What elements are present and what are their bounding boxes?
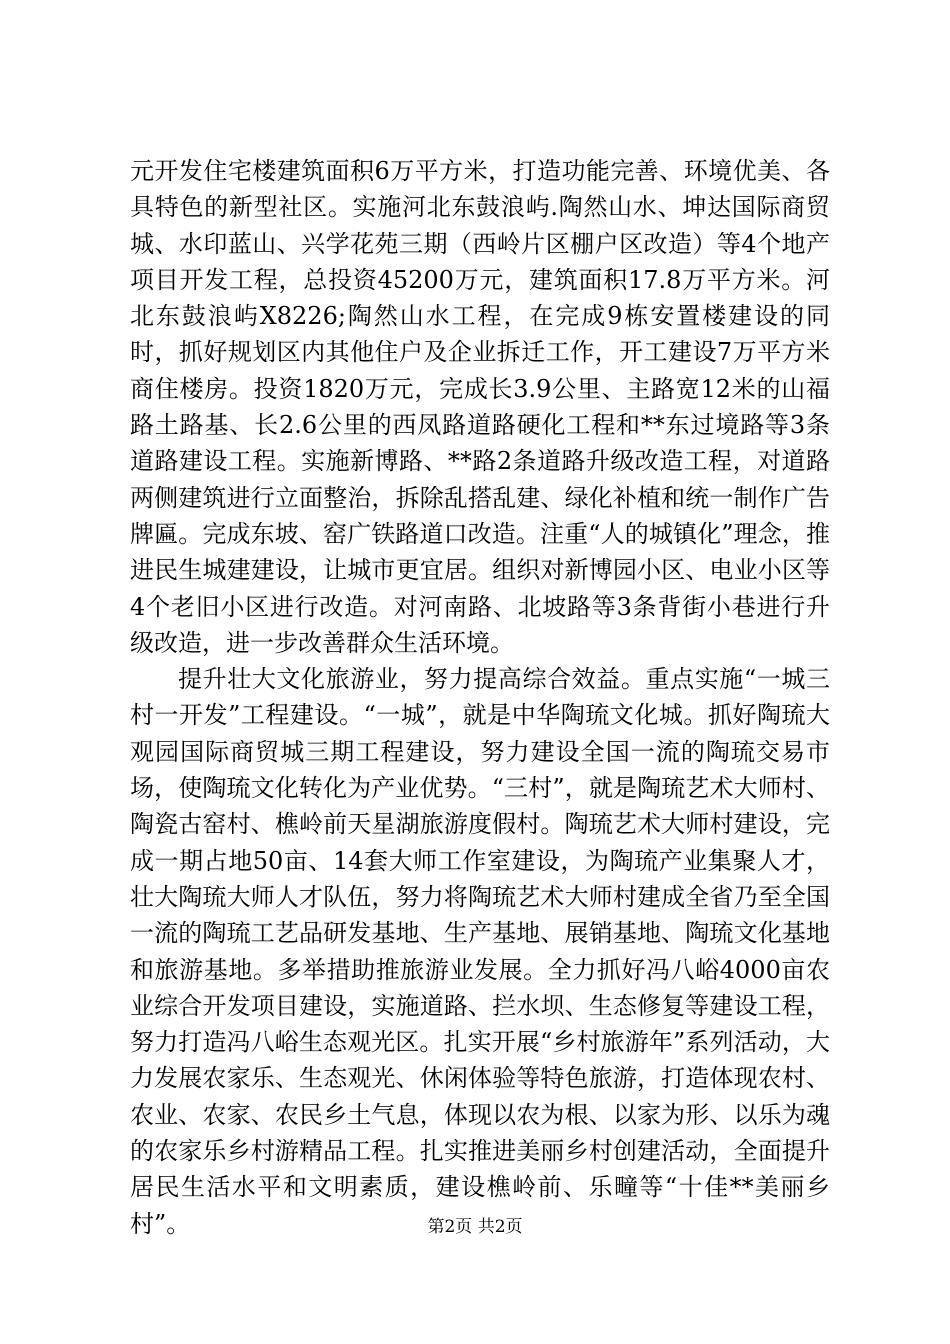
page-footer: [0, 1216, 950, 1238]
paragraph-culture-tourism: 提升壮大文化旅游业，努力提高综合效益。重点实施“一城三村一开发”工程建设。“一城”，就是中华陶琉文化城。抓好陶琉大观园国际商贸城三期工程建设，努力建设全国一流的陶琉交易市场，使陶琉文化转化为产业优势。“三村”，就是陶琉艺术大师村、陶瓷古窑村、樵岭前天星湖旅游度假村。陶琉艺术大师村建设，完成一期占地50亩、14套大师工作室建设，为陶琉产业集聚人才，壮大陶琉大师人才队伍，努力将陶琉艺术大师村建成全省乃至全国一流的陶琉工艺品研发基地、生产基地、展销基地、陶琉文化基地和旅游基地。多举措助推旅游业发展。全力抓好冯八峪4000亩农业综合开发项目建设，实施道路、拦水坝、生态修复等建设工程，努力打造冯八峪生态观光区。扎实开展“乡村旅游年”系列活动，大力发展农家乐、生态观光、休闲体验等特色旅游，打造体现农村、农业、农家、农民乡土气息，体现以农为根、以家为形、以乐为魂的农家乐乡村游精品工程。扎实推进美丽乡村创建活动，全面提升居民生活水平和文明素质，建设樵岭前、乐疃等“十佳**美丽乡村”。: [130, 665, 830, 1238]
paragraph-continuation: 元开发住宅楼建筑面积6万平方米，打造功能完善、环境优美、各具特色的新型社区。实施河北东鼓浪屿.陶然山水、坤达国际商贸城、水印蓝山、兴学花苑三期（西岭片区棚户区改造）等4个地产项目开发工程，总投资45200万元，建筑面积17.8万平方米。河北东鼓浪屿X8226;陶然山水工程，在完成9栋安置楼建设的同时，抓好规划区内其他住户及企业拆迁工作，开工建设7万平方米商住楼房。投资1820万元，完成长3.9公里、主路宽12米的山福路土路基、长2.6公里的西凤路道路硬化工程和**东过境路等3条道路建设工程。实施新博路、**路2条道路升级改造工程，对道路两侧建筑进行立面整治，拆除乱搭乱建、绿化补植和统一制作广告牌匾。完成东坡、窑广铁路道口改造。注重“人的城镇化”理念，推进民生城建建设，让城市更宜居。组织对新博园小区、电业小区等4个老旧小区进行改造。对河南路、北坡路等3条背街小巷进行升级改造，进一步改善群众生活环境。: [130, 157, 830, 657]
page-number: 第2页 共2页: [427, 1217, 523, 1237]
document-body: [130, 153, 830, 1242]
